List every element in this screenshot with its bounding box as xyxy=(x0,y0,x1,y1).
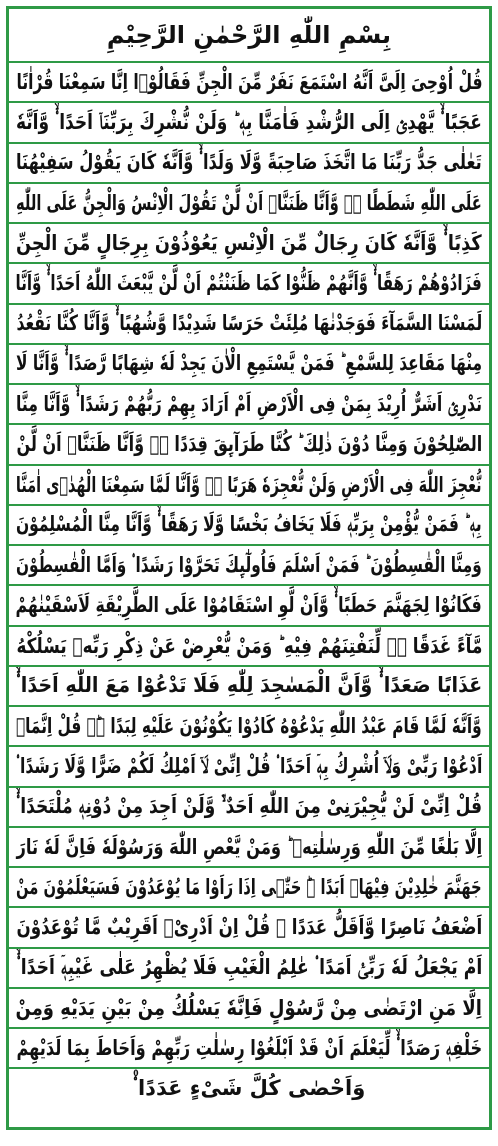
line-text: اَدْعُوْا رَبِّیْ وَلَاۤ اُشْرِكُ بِهٖۤ اَحَدًا ۟ قُلْ اِنِّیْ لَاۤ اَمْلِكُ لَكُمْ ضَرًّا وَّلَا رَشَدًا ۟ xyxy=(15,753,483,778)
line-text: نُّعْجِزَ اللّٰهَ فِی الْاَرْضِ وَلَنْ نُّعْجِزَهٗ هَرَبًا ۟ۙ وَّاَنَّا لَمَّا سَمِعْنَا الْهُدٰۤی اٰمَنَّا xyxy=(16,472,482,497)
text-line xyxy=(9,222,489,262)
line-text: نَدْرِیْۤ اَشَرٌّ اُرِیْدَ بِمَنْ فِی الْاَرْضِ اَمْ اَرَادَ بِهِمْ رَبُّهُمْ رَشَدًا ۟ۙ وَّاَنَّا مِنَّا xyxy=(16,391,482,416)
line-text: اَمْ یَجْعَلُ لَهٗ رَبِّیْۤ اَمَدًا ۟ عٰلِمُ الْغَیْبِ فَلَا یُظْهِرُ عَلٰی غَیْبِهٖۤ اَحَدًا ۟ۙ xyxy=(16,955,482,980)
line-text: عَلَی اللّٰهِ شَطَطًا ۟ۙ وَّاَنَّا ظَنَنَّاۤ اَنْ لَّنْ تَقُوْلَ الْاِنْسُ وَالْجِنُّ عَلَی اللّٰهِ xyxy=(16,190,482,215)
text-line xyxy=(9,423,489,463)
line-text: مِنْهَا مَقَاعِدَ لِلسَّمْعِ ؕ فَمَنْ یَّسْتَمِعِ الْاٰنَ یَجِدْ لَهٗ شِهَابًا رَّصَدًا ۟ۙ وَّاَنَّا لَا xyxy=(15,351,483,376)
line-text: اِلَّا مَنِ ارْتَضٰی مِنْ رَّسُوْلٍ فَاِنَّهٗ یَسْلُكُ مِنْ بَیْنِ یَدَیْهِ وَمِنْ xyxy=(15,995,483,1020)
line-text: اَضْعَفُ نَاصِرًا وَّاَقَلُّ عَدَدًا ۟ قُلْ اِنْ اَدْرِیْۤ اَقَرِیْبٌ مَّا تُوْعَدُوْنَ xyxy=(16,915,482,940)
line-text: قُلْ اِنِّیْ لَنْ یُّجِیْرَنِیْ مِنَ اللّٰهِ اَحَدٌ ۙ۬ وَّلَنْ اَجِدَ مِنْ دُوْنِهٖ مُلْتَحَدًا ۟ۙ xyxy=(15,794,483,819)
text-line xyxy=(9,665,489,705)
line-text: لَمَسْنَا السَّمَآءَ فَوَجَدْنٰهَا مُلِئَتْ حَرَسًا شَدِیْدًا وَّشُهُبًا ۟ۙ وَّاَنَّا كُنَّا نَقْعُدُ xyxy=(16,311,482,336)
text-line xyxy=(9,987,489,1027)
text-line xyxy=(9,61,489,101)
text-line xyxy=(9,504,489,544)
line-text: جَهَنَّمَ خٰلِدِیْنَ فِیْهَاۤ اَبَدًا ۟ؕ حَتّٰۤی اِذَا رَاَوْا مَا یُوْعَدُوْنَ فَسَیَعْلَمُوْنَ مَنْ xyxy=(16,875,482,900)
line-text: عَذَابًا صَعَدًا ۟ۙ وَّاَنَّ الْمَسٰجِدَ لِلّٰهِ فَلَا تَدْعُوْا مَعَ اللّٰهِ اَحَدًا ۟ۙ xyxy=(15,673,483,698)
line-text: وَمِنَّا الْقٰسِطُوْنَ ؕ فَمَنْ اَسْلَمَ فَاُولٰٓىِٕكَ تَحَرَّوْا رَشَدًا ۟ وَاَمَّا الْقٰسِطُوْنَ xyxy=(16,552,482,577)
basmala: بِسْمِ اللّٰهِ الرَّحْمٰنِ الرَّحِیْمِ xyxy=(106,21,392,49)
quran-page xyxy=(6,6,492,1130)
basmala-header xyxy=(9,9,489,61)
line-text: اِلَّا بَلٰغًا مِّنَ اللّٰهِ وَرِسٰلٰتِهٖ ؕ وَمَنْ یَّعْصِ اللّٰهَ وَرَسُوْلَهٗ فَاِنَّ لَهٗ نَارَ xyxy=(16,834,482,859)
line-text: فَكَانُوْا لِجَهَنَّمَ حَطَبًا ۟ۙ وَّاَنْ لَّوِ اسْتَقَامُوْا عَلَی الطَّرِیْقَةِ لَاَسْقَیْنٰهُمْ xyxy=(15,592,483,617)
line-text: تَعٰلٰی جَدُّ رَبِّنَا مَا اتَّخَذَ صَاحِبَةً وَّلَا وَلَدًا ۟ۙ وَّاَنَّهٗ كَانَ یَقُوْلُ سَفِیْهُنَا xyxy=(16,150,482,175)
text-line xyxy=(9,906,489,946)
text-line xyxy=(9,786,489,826)
text-line xyxy=(9,625,489,665)
text-line xyxy=(9,584,489,624)
line-text: وَّاَنَّهٗ لَمَّا قَامَ عَبْدُ اللّٰهِ یَدْعُوْهُ كَادُوْا یَكُوْنُوْنَ عَلَیْهِ لِبَدًا ۟ؕ۠ قُلْ اِنَّمَاۤ xyxy=(16,714,482,739)
text-line xyxy=(9,142,489,182)
line-text: قُلْ اُوْحِیَ اِلَیَّ اَنَّهُ اسْتَمَعَ نَفَرٌ مِّنَ الْجِنِّ فَقَالُوْۤا اِنَّا سَمِعْنَا قُرْاٰنًا xyxy=(16,70,483,95)
line-text: كَذِبًا ۟ۙ وَّاَنَّهٗ كَانَ رِجَالٌ مِّنَ الْاِنْسِ یَعُوْذُوْنَ بِرِجَالٍ مِّنَ الْجِنِّ xyxy=(16,230,482,255)
text-line xyxy=(9,303,489,343)
text-line xyxy=(9,464,489,504)
text-line xyxy=(9,826,489,866)
text-line xyxy=(9,544,489,584)
line-text: عَجَبًا ۟ۙ یَّهْدِیْۤ اِلَی الرُّشْدِ فَاٰمَنَّا بِهٖ ؕ وَلَنْ نُّشْرِكَ بِرَبِّنَاۤ اَحَدًا ۟ۙ وَّاَنَّهٗ xyxy=(16,109,482,134)
text-line xyxy=(9,866,489,906)
verse-lines xyxy=(9,61,489,1108)
line-text: فَزَادُوْهُمْ رَهَقًا ۟ۙ وَّاَنَّهُمْ ظَنُّوْا كَمَا ظَنَنْتُمْ اَنْ لَّنْ یَّبْعَثَ اللّٰهُ اَحَدًا ۟ۙ وَّاَنَّا xyxy=(15,270,483,295)
line-text: الصّٰلِحُوْنَ وَمِنَّا دُوْنَ ذٰلِكَ ؕ كُنَّا طَرَآىِٕقَ قِدَدًا ۟ۙ وَّاَنَّا ظَنَنَّاۤ اَنْ لَّنْ xyxy=(16,432,482,457)
line-text: خَلْفِهٖ رَصَدًا ۟ۙ لِّیَعْلَمَ اَنْ قَدْ اَبْلَغُوْا رِسٰلٰتِ رَبِّهِمْ وَاَحَاطَ بِمَا لَدَیْهِمْ xyxy=(16,1035,482,1060)
text-line xyxy=(9,745,489,785)
line-text: بِهٖ ؕ فَمَنْ یُّؤْمِنْ بِرَبِّهٖ فَلَا یَخَافُ بَخْسًا وَّلَا رَهَقًا ۟ۙ وَّاَنَّا مِنَّا الْمُسْلِمُوْنَ xyxy=(16,512,482,537)
text-line xyxy=(9,182,489,222)
text-line xyxy=(9,1067,489,1107)
text-line xyxy=(9,1027,489,1067)
text-line xyxy=(9,262,489,302)
line-text: وَاَحْصٰی كُلَّ شَیْءٍ عَدَدًا ۟۠ xyxy=(132,1075,366,1100)
line-text: مَّآءً غَدَقًا ۟ۙ لِّنَفْتِنَهُمْ فِیْهِ ؕ وَمَنْ یُّعْرِضْ عَنْ ذِكْرِ رَبِّهٖ یَسْلُكْهُ xyxy=(16,633,482,658)
text-line xyxy=(9,947,489,987)
text-line xyxy=(9,343,489,383)
text-line xyxy=(9,705,489,745)
text-line xyxy=(9,383,489,423)
text-line xyxy=(9,101,489,141)
